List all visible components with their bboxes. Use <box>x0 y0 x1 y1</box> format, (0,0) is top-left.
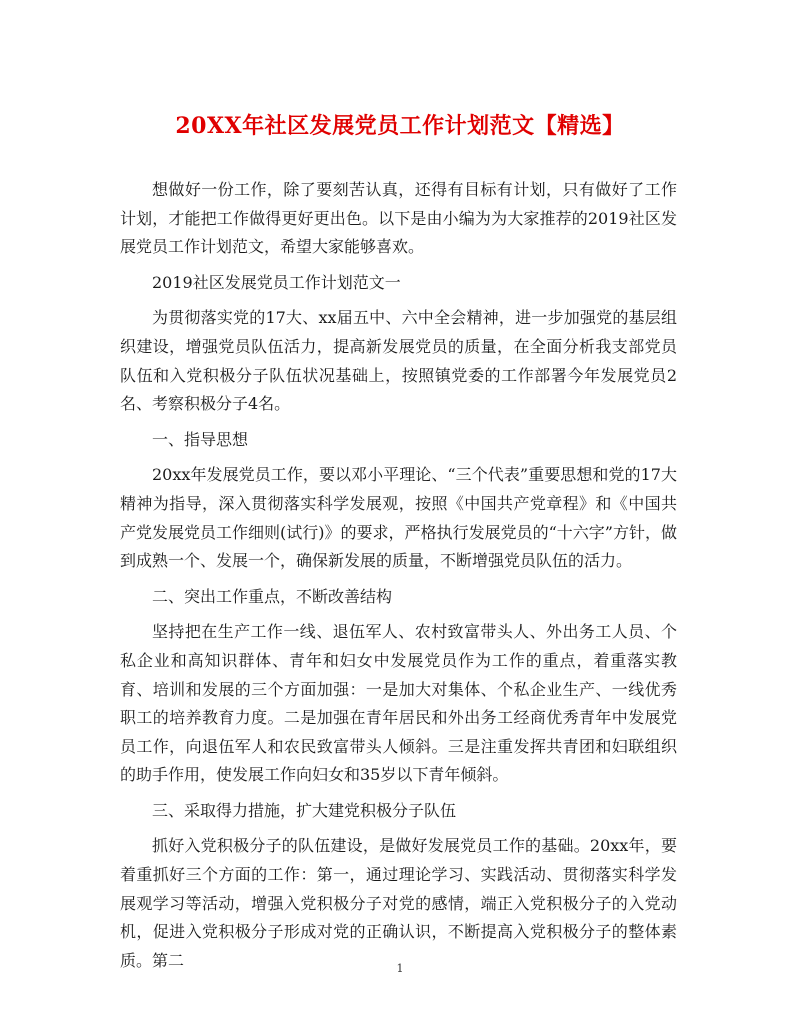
body-paragraph: 坚持把在生产工作一线、退伍军人、农村致富带头人、外出务工人员、个私企业和高知识群体、青年和妇女中发展党员作为工作的重点，着重落实教育、培训和发展的三个方面加强：一是加大对集体、个私企业生产、一线优秀职工的培养教育力度。二是加强在青年居民和外出务工经商优秀青年中发展党员工作，向退伍军人和农民致富带头人倾斜。三是注重发挥共青团和妇联组织的助手作用，使发展工作向妇女和35岁以下青年倾斜。 <box>120 622 677 785</box>
body-paragraph: 抓好入党积极分子的队伍建设，是做好发展党员工作的基础。20xx年，要着重抓好三个方面的工作：第一，通过理论学习、实践活动、贯彻落实科学发展观学习等活动，增强入党积极分子对党的感情，端正入党积极分子的入党动机，促进入党积极分子形成对党的正确认识，不断提高入党积极分子的整体素质。第二 <box>120 836 677 970</box>
document-title: 20XX年社区发展党员工作计划范文【精选】 <box>175 113 625 139</box>
page-number: 1 <box>396 962 404 975</box>
section-heading-guiding-ideology: 一、指导思想 <box>152 429 249 449</box>
body-paragraph: 为贯彻落实党的17大、xx届五中、六中全会精神，进一步加强党的基层组织建设，增强党员队伍活力，提高新发展党员的质量，在全面分析我支部党员队伍和入党积极分子队伍状况基础上，按照镇党委的工作部署今年发展党员2名、考察积极分子4名。 <box>120 308 677 414</box>
body-paragraph: 20xx年发展党员工作，要以邓小平理论、“三个代表”重要思想和党的17大精神为指导，深入贯彻落实科学发展观，按照《中国共产党章程》和《中国共产党发展党员工作细则(试行)》的要求，严格执行发展党员的“十六字”方针，做到成熟一个、发展一个，确保新发展的质量，不断增强党员队伍的活力。 <box>120 465 677 571</box>
intro-paragraph: 想做好一份工作，除了要刻苦认真，还得有目标有计划，只有做好了工作计划，才能把工作做得更好更出色。以下是由小编为为大家推荐的2019社区发展党员工作计划范文，希望大家能够喜欢。 <box>120 180 677 257</box>
section-heading-sample-one: 2019社区发展党员工作计划范文一 <box>152 272 401 292</box>
section-heading-key-work: 二、突出工作重点，不断改善结构 <box>152 586 393 606</box>
section-heading-measures: 三、采取得力措施，扩大建党积极分子队伍 <box>152 800 457 820</box>
document-body <box>120 176 677 982</box>
